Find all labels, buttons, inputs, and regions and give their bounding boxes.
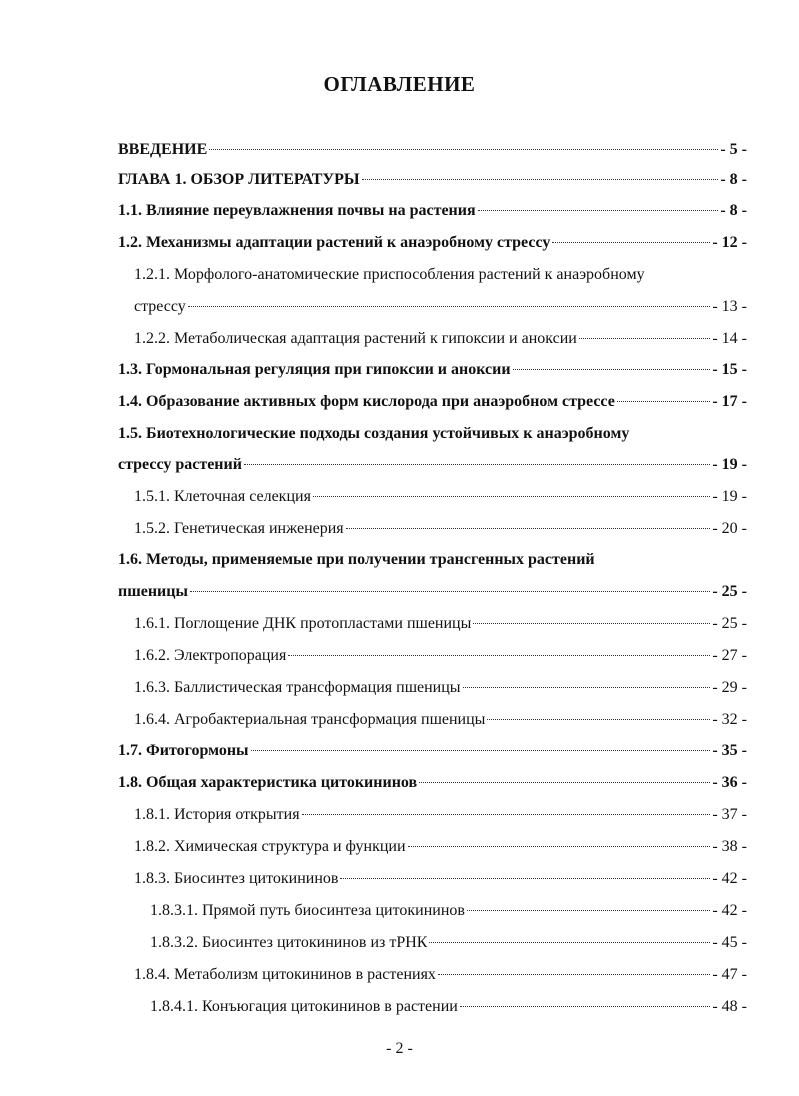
- toc-entry[interactable]: [118, 392, 747, 412]
- dot-leader: [473, 623, 710, 624]
- dot-leader: [463, 687, 711, 688]
- toc-entry[interactable]: [150, 997, 747, 1017]
- dot-leader: [190, 591, 710, 592]
- toc-entry[interactable]: [134, 965, 747, 985]
- toc-entry-page: - 8 -: [720, 171, 747, 188]
- toc-entry-title: 1.6.2. Электропорация: [134, 647, 287, 664]
- dot-leader: [346, 528, 711, 529]
- dot-leader: [419, 782, 710, 783]
- toc-entry[interactable]: [134, 678, 747, 698]
- toc-entry-title: 1.1. Влияние переувлажнения почвы на растения: [118, 202, 476, 219]
- toc-entry[interactable]: [118, 360, 747, 380]
- toc-entry-title: 1.5.1. Клеточная селекция: [134, 488, 311, 505]
- toc-entry-title: 1.5.2. Генетическая инженерия: [134, 520, 344, 537]
- dot-leader: [251, 750, 711, 751]
- toc-entry[interactable]: [134, 265, 747, 285]
- toc-entry[interactable]: [118, 424, 747, 444]
- dot-leader: [429, 942, 710, 943]
- page-number: - 2 -: [386, 1040, 413, 1057]
- dot-leader: [513, 369, 711, 370]
- toc-entry[interactable]: [118, 741, 747, 761]
- dot-leader: [244, 464, 710, 465]
- toc-entry-title: 1.8.4.1. Конъюгация цитокининов в растении: [150, 998, 458, 1015]
- toc-entry[interactable]: [134, 646, 747, 666]
- toc-entry-page: - 27 -: [712, 647, 747, 664]
- toc-entry[interactable]: [150, 901, 747, 921]
- toc-entry[interactable]: [134, 297, 747, 317]
- toc-entry[interactable]: [118, 550, 747, 570]
- toc-entry[interactable]: [118, 140, 747, 160]
- toc-entry-page: - 20 -: [712, 520, 747, 537]
- toc-entry-page: - 35 -: [712, 742, 747, 759]
- toc-title: ОГЛАВЛЕНИЕ: [323, 72, 476, 96]
- dot-leader: [617, 401, 711, 402]
- toc-entry-title: 1.8.3.1. Прямой путь биосинтеза цитокининов: [150, 902, 465, 919]
- toc-entry[interactable]: [134, 329, 747, 349]
- toc-entry[interactable]: [150, 933, 747, 953]
- toc-entry-page: - 47 -: [712, 966, 747, 983]
- toc-entry-page: - 29 -: [712, 679, 747, 696]
- dot-leader: [313, 496, 710, 497]
- toc-entry-title: 1.2.2. Метаболическая адаптация растений к гипоксии и аноксии: [134, 330, 577, 347]
- toc-entry-title: 1.6. Методы, применяемые при получении трансгенных растений: [118, 551, 595, 568]
- dot-leader: [340, 878, 710, 879]
- dot-leader: [362, 179, 719, 180]
- toc-entry-title: 1.6.1. Поглощение ДНК протопластами пшеницы: [134, 615, 472, 632]
- toc-entry[interactable]: [134, 614, 747, 634]
- toc-entry-title: 1.8.1. История открытия: [134, 806, 300, 823]
- toc-entry-page: - 38 -: [712, 838, 747, 855]
- dot-leader: [460, 1006, 711, 1007]
- toc-entry-page: - 19 -: [712, 488, 747, 505]
- dot-leader: [478, 210, 719, 211]
- toc-entry[interactable]: [118, 201, 747, 221]
- dot-leader: [579, 338, 710, 339]
- toc-entry[interactable]: [118, 582, 747, 602]
- toc-entry-title: 1.6.4. Агробактериальная трансформация пшеницы: [134, 711, 486, 728]
- toc-entry-title: 1.8.3. Биосинтез цитокининов: [134, 870, 339, 887]
- toc-entry-title: 1.8. Общая характеристика цитокининов: [118, 774, 418, 791]
- dot-leader: [302, 814, 711, 815]
- dot-leader: [438, 974, 710, 975]
- toc-entry-page: - 42 -: [712, 902, 747, 919]
- toc-entry-title: 1.3. Гормональная регуляция при гипоксии и аноксии: [118, 361, 511, 378]
- toc-entry-page: - 32 -: [712, 711, 747, 728]
- dot-leader: [288, 655, 710, 656]
- toc-entry-title: 1.8.2. Химическая структура и функции: [134, 838, 406, 855]
- dot-leader: [209, 149, 718, 150]
- dot-leader: [188, 306, 711, 307]
- toc-entry-page: - 36 -: [712, 774, 747, 791]
- toc-entry-title: 1.2.1. Морфолого-анатомические приспособления растений к анаэробному: [134, 266, 645, 283]
- toc-entry-page: - 42 -: [712, 870, 747, 887]
- toc-entry[interactable]: [118, 455, 747, 475]
- toc-entry-title: ГЛАВА 1. ОБЗОР ЛИТЕРАТУРЫ: [118, 171, 360, 188]
- toc-entry-title: 1.7. Фитогормоны: [118, 742, 249, 759]
- toc-entry[interactable]: [118, 170, 747, 190]
- toc-entry-page: - 25 -: [712, 583, 747, 600]
- toc-entry[interactable]: [134, 710, 747, 730]
- dot-leader: [552, 242, 710, 243]
- toc-entry[interactable]: [134, 519, 747, 539]
- toc-entry-title: пшеницы: [118, 583, 188, 600]
- dot-leader: [487, 719, 710, 720]
- toc-entry[interactable]: [134, 869, 747, 889]
- toc-entry-title: 1.6.3. Баллистическая трансформация пшеницы: [134, 679, 461, 696]
- toc-entry-title: ВВЕДЕНИЕ: [118, 141, 208, 158]
- dot-leader: [408, 846, 711, 847]
- dot-leader: [467, 910, 710, 911]
- toc-entry-page: - 37 -: [712, 806, 747, 823]
- toc-entry-page: - 8 -: [720, 202, 747, 219]
- toc-entry[interactable]: [134, 487, 747, 507]
- toc-entry[interactable]: [118, 233, 747, 253]
- toc-entry-page: - 5 -: [720, 141, 747, 158]
- toc-entry-page: - 13 -: [712, 298, 747, 315]
- toc-entry-page: - 25 -: [712, 615, 747, 632]
- toc-entry-title: 1.2. Механизмы адаптации растений к анаэробному стрессу: [118, 234, 551, 251]
- toc-entry-page: - 19 -: [712, 456, 747, 473]
- toc-entry-title: 1.8.3.2. Биосинтез цитокининов из тРНК: [150, 934, 428, 951]
- toc-entry-title: стрессу растений: [118, 456, 242, 473]
- toc-entry-title: стрессу: [134, 298, 186, 315]
- toc-entry-page: - 14 -: [712, 330, 747, 347]
- toc-entry-page: - 17 -: [712, 393, 747, 410]
- toc-entry[interactable]: [134, 805, 747, 825]
- toc-entry[interactable]: [134, 837, 747, 857]
- toc-entry-page: - 15 -: [712, 361, 747, 378]
- toc-entry-title: 1.8.4. Метаболизм цитокининов в растениях: [134, 966, 436, 983]
- toc-entry-title: 1.5. Биотехнологические подходы создания устойчивых к анаэробному: [118, 425, 630, 442]
- toc-entry-page: - 45 -: [712, 934, 747, 951]
- toc-entry-page: - 12 -: [712, 234, 747, 251]
- toc-entry-page: - 48 -: [712, 998, 747, 1015]
- toc-entry[interactable]: [118, 773, 747, 793]
- toc-entry-title: 1.4. Образование активных форм кислорода при анаэробном стрессе: [118, 393, 615, 410]
